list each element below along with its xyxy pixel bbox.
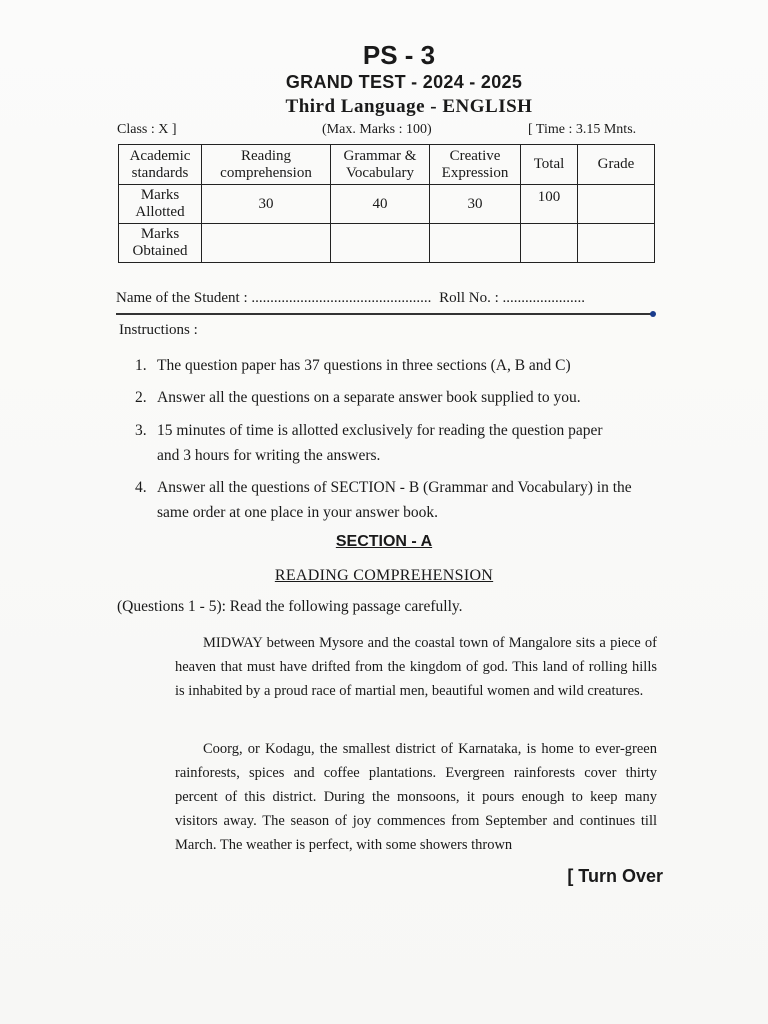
instruction-item (135, 475, 635, 525)
section-title: SECTION - A (335, 533, 433, 550)
table-cell: Marks Allotted (119, 185, 202, 224)
table-cell[interactable] (202, 224, 331, 263)
instruction-item (135, 418, 625, 468)
table-header-cell: Total (521, 145, 578, 185)
instructions-title: Instructions : (119, 322, 198, 338)
student-name-field[interactable]: Name of the Student : ................................................ (116, 290, 432, 306)
instruction-text: Answer all the questions on a separate answer book supplied to you. (157, 389, 581, 406)
divider-end-mark (650, 311, 656, 317)
section-subtitle: READING COMPREHENSION (274, 567, 494, 584)
table-cell: 30 (430, 185, 521, 224)
instruction-text: Answer all the questions of SECTION - B (Grammar and Vocabulary) in the same order at one place in your answer book. (157, 479, 632, 521)
table-cell[interactable] (331, 224, 430, 263)
subject-title: Third Language - ENGLISH (285, 96, 533, 117)
max-marks-label: (Max. Marks : 100) (322, 122, 432, 137)
exam-title: GRAND TEST - 2024 - 2025 (285, 72, 523, 92)
table-header-cell: Grade (578, 145, 655, 185)
table-cell (578, 185, 655, 224)
instruction-item (135, 353, 655, 378)
paper-code: PS - 3 (362, 40, 436, 70)
instruction-number: 2. (135, 389, 147, 406)
instruction-number: 4. (135, 479, 147, 496)
table-cell[interactable] (578, 224, 655, 263)
instruction-text: The question paper has 37 questions in three sections (A, B and C) (157, 357, 571, 374)
turn-over-note: [ Turn Over (567, 866, 663, 886)
marks-table (118, 144, 655, 263)
instruction-item (135, 385, 655, 410)
marks-table-header-row (119, 145, 655, 185)
passage-paragraph: Coorg, or Kodagu, the smallest district of Karnataka, is home to ever-green rainforests, spices and coffee plantations. Evergreen rainforests cover thirty percent of this district. During the monsoons, it pours enough to keep many visitors away. The season of joy commences from September and continues till March. The weather is perfect, with some showers thrown (175, 741, 657, 853)
table-header-cell: Academic standards (119, 145, 202, 185)
table-cell[interactable] (430, 224, 521, 263)
roll-number-field[interactable]: Roll No. : ...................... (439, 290, 585, 306)
class-label: Class : X ] (117, 122, 177, 137)
instruction-number: 1. (135, 357, 147, 374)
table-cell: Marks Obtained (119, 224, 202, 263)
marks-obtained-row (119, 224, 655, 263)
table-cell: 100 (521, 185, 578, 224)
instruction-number: 3. (135, 422, 147, 439)
table-cell: 30 (202, 185, 331, 224)
time-label: [ Time : 3.15 Mnts. (528, 122, 637, 137)
student-name-line (116, 290, 585, 307)
table-header-cell: Reading comprehension (202, 145, 331, 185)
question-instruction: (Questions 1 - 5): Read the following passage carefully. (117, 598, 463, 615)
instruction-text: 15 minutes of time is allotted exclusively for reading the question paper and 3 hours for writing the answers. (157, 422, 603, 464)
table-cell: 40 (331, 185, 430, 224)
divider (116, 313, 654, 315)
table-header-cell: Grammar & Vocabulary (331, 145, 430, 185)
marks-allotted-row (119, 185, 655, 224)
passage-paragraph: MIDWAY between Mysore and the coastal town of Mangalore sits a piece of heaven that must have drifted from the kingdom of god. This land of rolling hills is inhabited by a proud race of martial men, beautiful women and wild creatures. (175, 635, 657, 699)
table-cell[interactable] (521, 224, 578, 263)
table-header-cell: Creative Expression (430, 145, 521, 185)
